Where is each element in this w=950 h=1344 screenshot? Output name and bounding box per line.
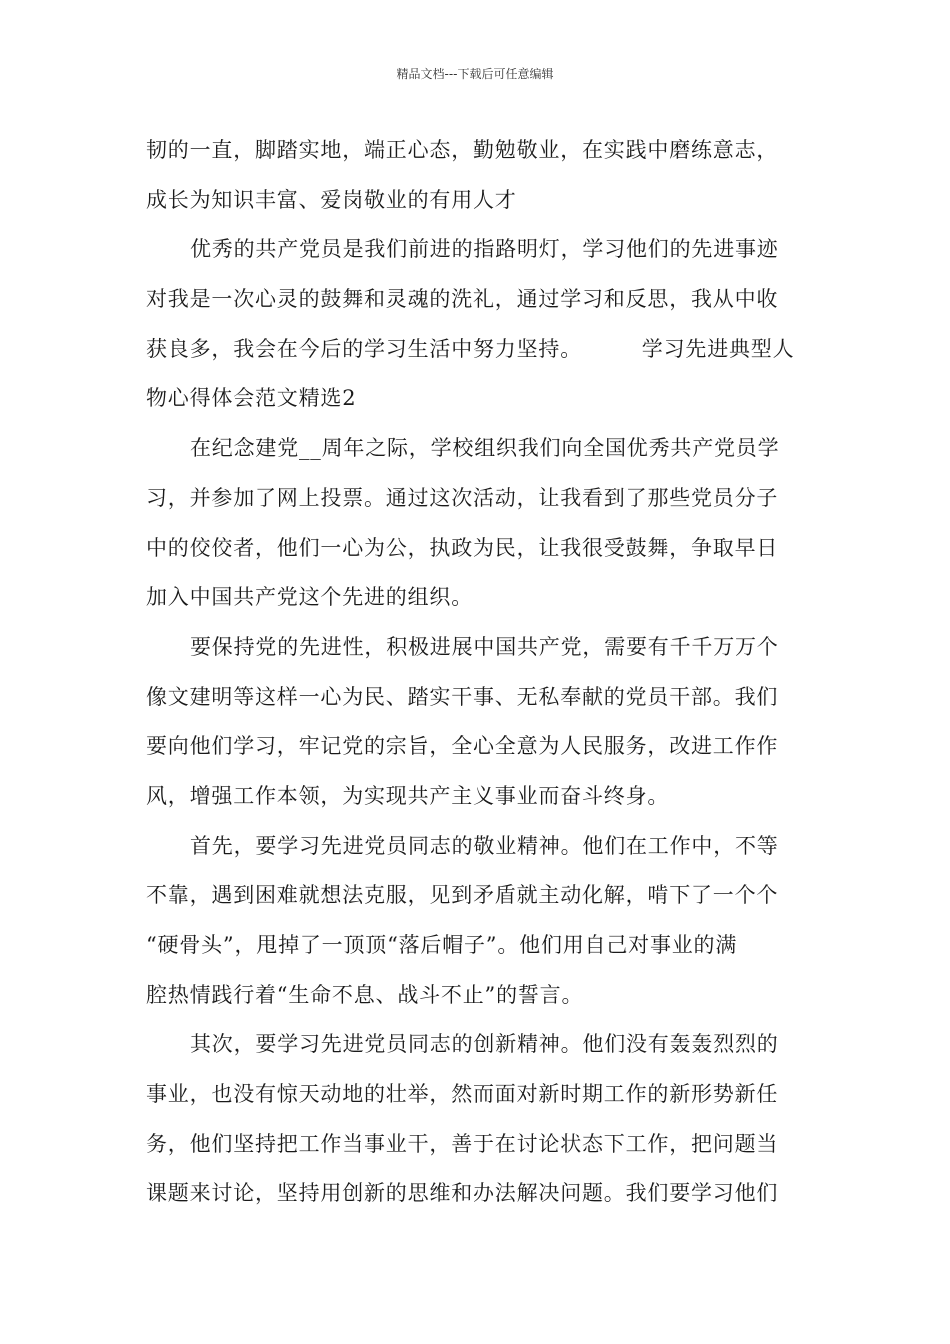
text-line: 首先，要学习先进党员同志的敬业精神。他们在工作中，不等 [190,833,779,858]
text-line: 像文建明等这样一心为民、踏实干事、无私奉献的党员干部。我们 [146,684,779,709]
text-line: 事业，也没有惊天动地的壮举，然而面对新时期工作的新形势新任 [146,1082,779,1107]
text-line: 务，他们坚持把工作当事业干，善于在讨论状态下工作，把问题当 [146,1131,779,1156]
text-line: 其次，要学习先进党员同志的创新精神。他们没有轰轰烈烈的 [190,1032,779,1057]
document-body [146,126,806,1219]
text-line: 要向他们学习，牢记党的宗旨，全心全意为人民服务，改进工作作 [146,734,779,759]
text-line: 要保持党的先进性，积极进展中国共产党，需要有千千万万个 [190,634,779,659]
text-line: 加入中国共产党这个先进的组织。 [146,585,473,610]
text-line: 对我是一次心灵的鼓舞和灵魂的洗礼，通过学习和反思，我从中收 [146,287,779,312]
text-line: 中的佼佼者，他们一心为公，执政为民，让我很受鼓舞，争取早日 [146,535,779,560]
text-line: 不靠，遇到困难就想法克服，见到矛盾就主动化解，啃下了一个个 [146,883,779,908]
text-line: 物心得体会范文精选2 [146,386,357,411]
text-line: 获良多，我会在今后的学习生活中努力坚持。 学习先进典型人 [146,336,795,361]
text-line: 韧的一直，脚踏实地，端正心态，勤勉敬业，在实践中磨练意志， [146,138,779,162]
text-line: “硬骨头”，甩掉了一顶顶“落后帽子”。他们用自己对事业的满 [146,933,738,957]
text-line: 习，并参加了网上投票。通过这次活动，让我看到了那些党员分子 [146,485,779,510]
text-line: 在纪念建党__周年之际，学校组织我们向全国优秀共产党员学 [190,436,780,461]
text-line: 腔热情践行着“生命不息、战斗不止”的誓言。 [146,982,584,1007]
text-line: 成长为知识丰富、爱岗敬业的有用人才 [146,187,517,212]
text-line: 风，增强工作本领，为实现共产主义事业而奋斗终身。 [146,783,670,808]
text-line: 课题来讨论，坚持用创新的思维和办法解决问题。我们要学习他们 [146,1181,779,1206]
page-header: 精品文档---下载后可任意编辑 [396,67,554,81]
text-line: 优秀的共产党员是我们前进的指路明灯，学习他们的先进事迹 [190,237,779,262]
